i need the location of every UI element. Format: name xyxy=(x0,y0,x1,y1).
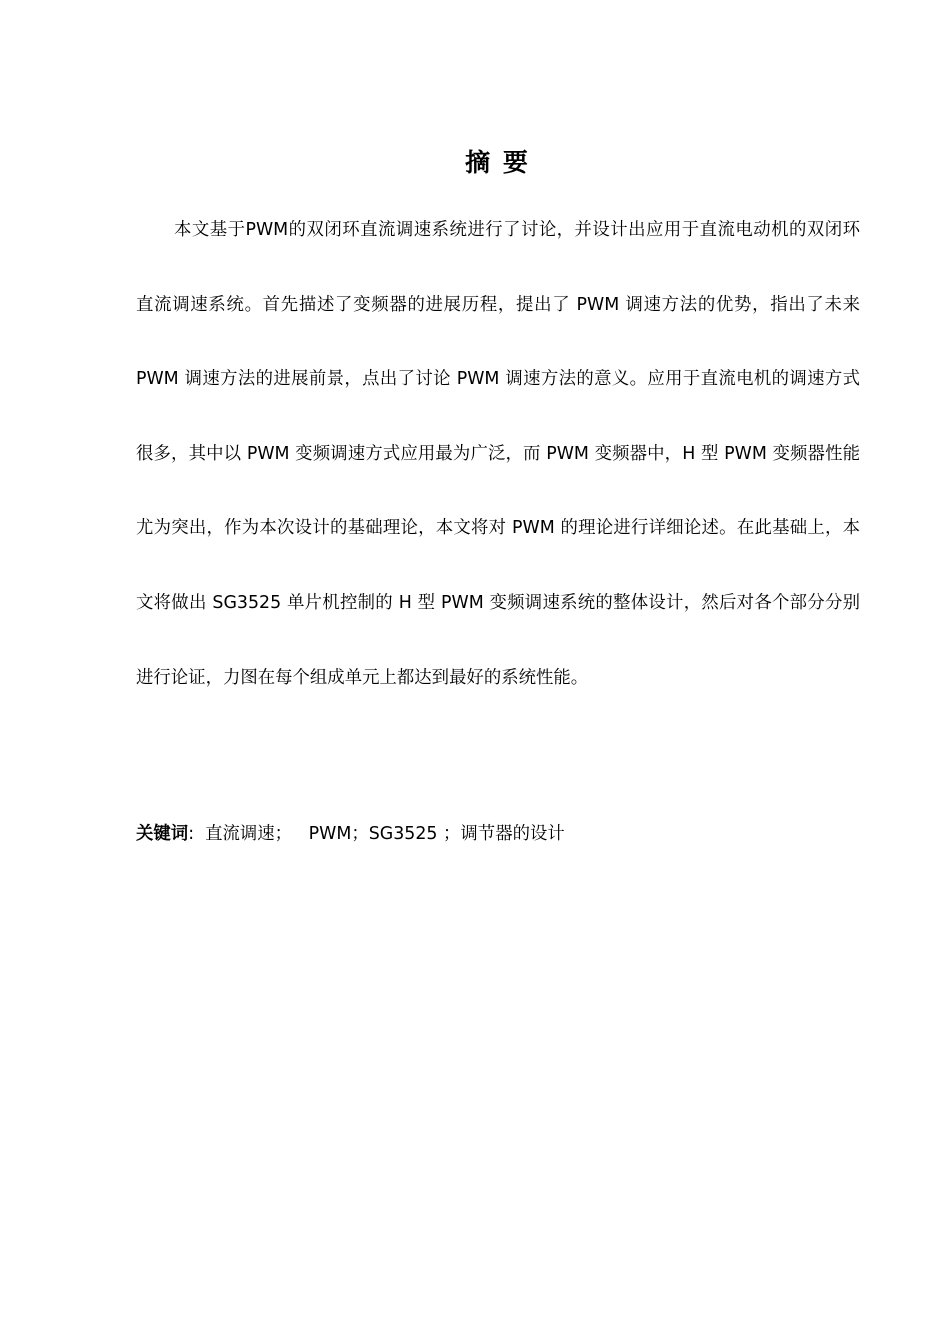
keywords-text: : 直流调速； PWM；SG3525 ；调节器的设计 xyxy=(188,824,565,844)
keywords-label: 关键词 xyxy=(136,824,189,844)
keywords-line xyxy=(136,820,860,848)
abstract-title: 摘 要 xyxy=(465,148,530,177)
abstract-body: 本文基于PWM的双闭环直流调速系统进行了讨论，并设计出应用于直流电动机的双闭环直流调速系统。首先描述了变频器的进展历程，提出了 PWM 调速方法的优势，指出了未来 PWM 调速方法的进展前景，点出了讨论 PWM 调速方法的意义。应用于直流电机的调速方式很多，其中以 PWM 变频调速方式应用最为广泛，而 PWM 变频器中，H 型 PWM 变频器性能尤为突出，作为本次设计的基础理论，本文将对 PWM 的理论进行详细论述。在此基础上，本文将做出 SG3525 单片机控制的 H 型 PWM 变频调速系统的整体设计，然后对各个部分分别进行论证，力图在每个组成单元上都达到最好的系统性能。 xyxy=(136,220,860,688)
